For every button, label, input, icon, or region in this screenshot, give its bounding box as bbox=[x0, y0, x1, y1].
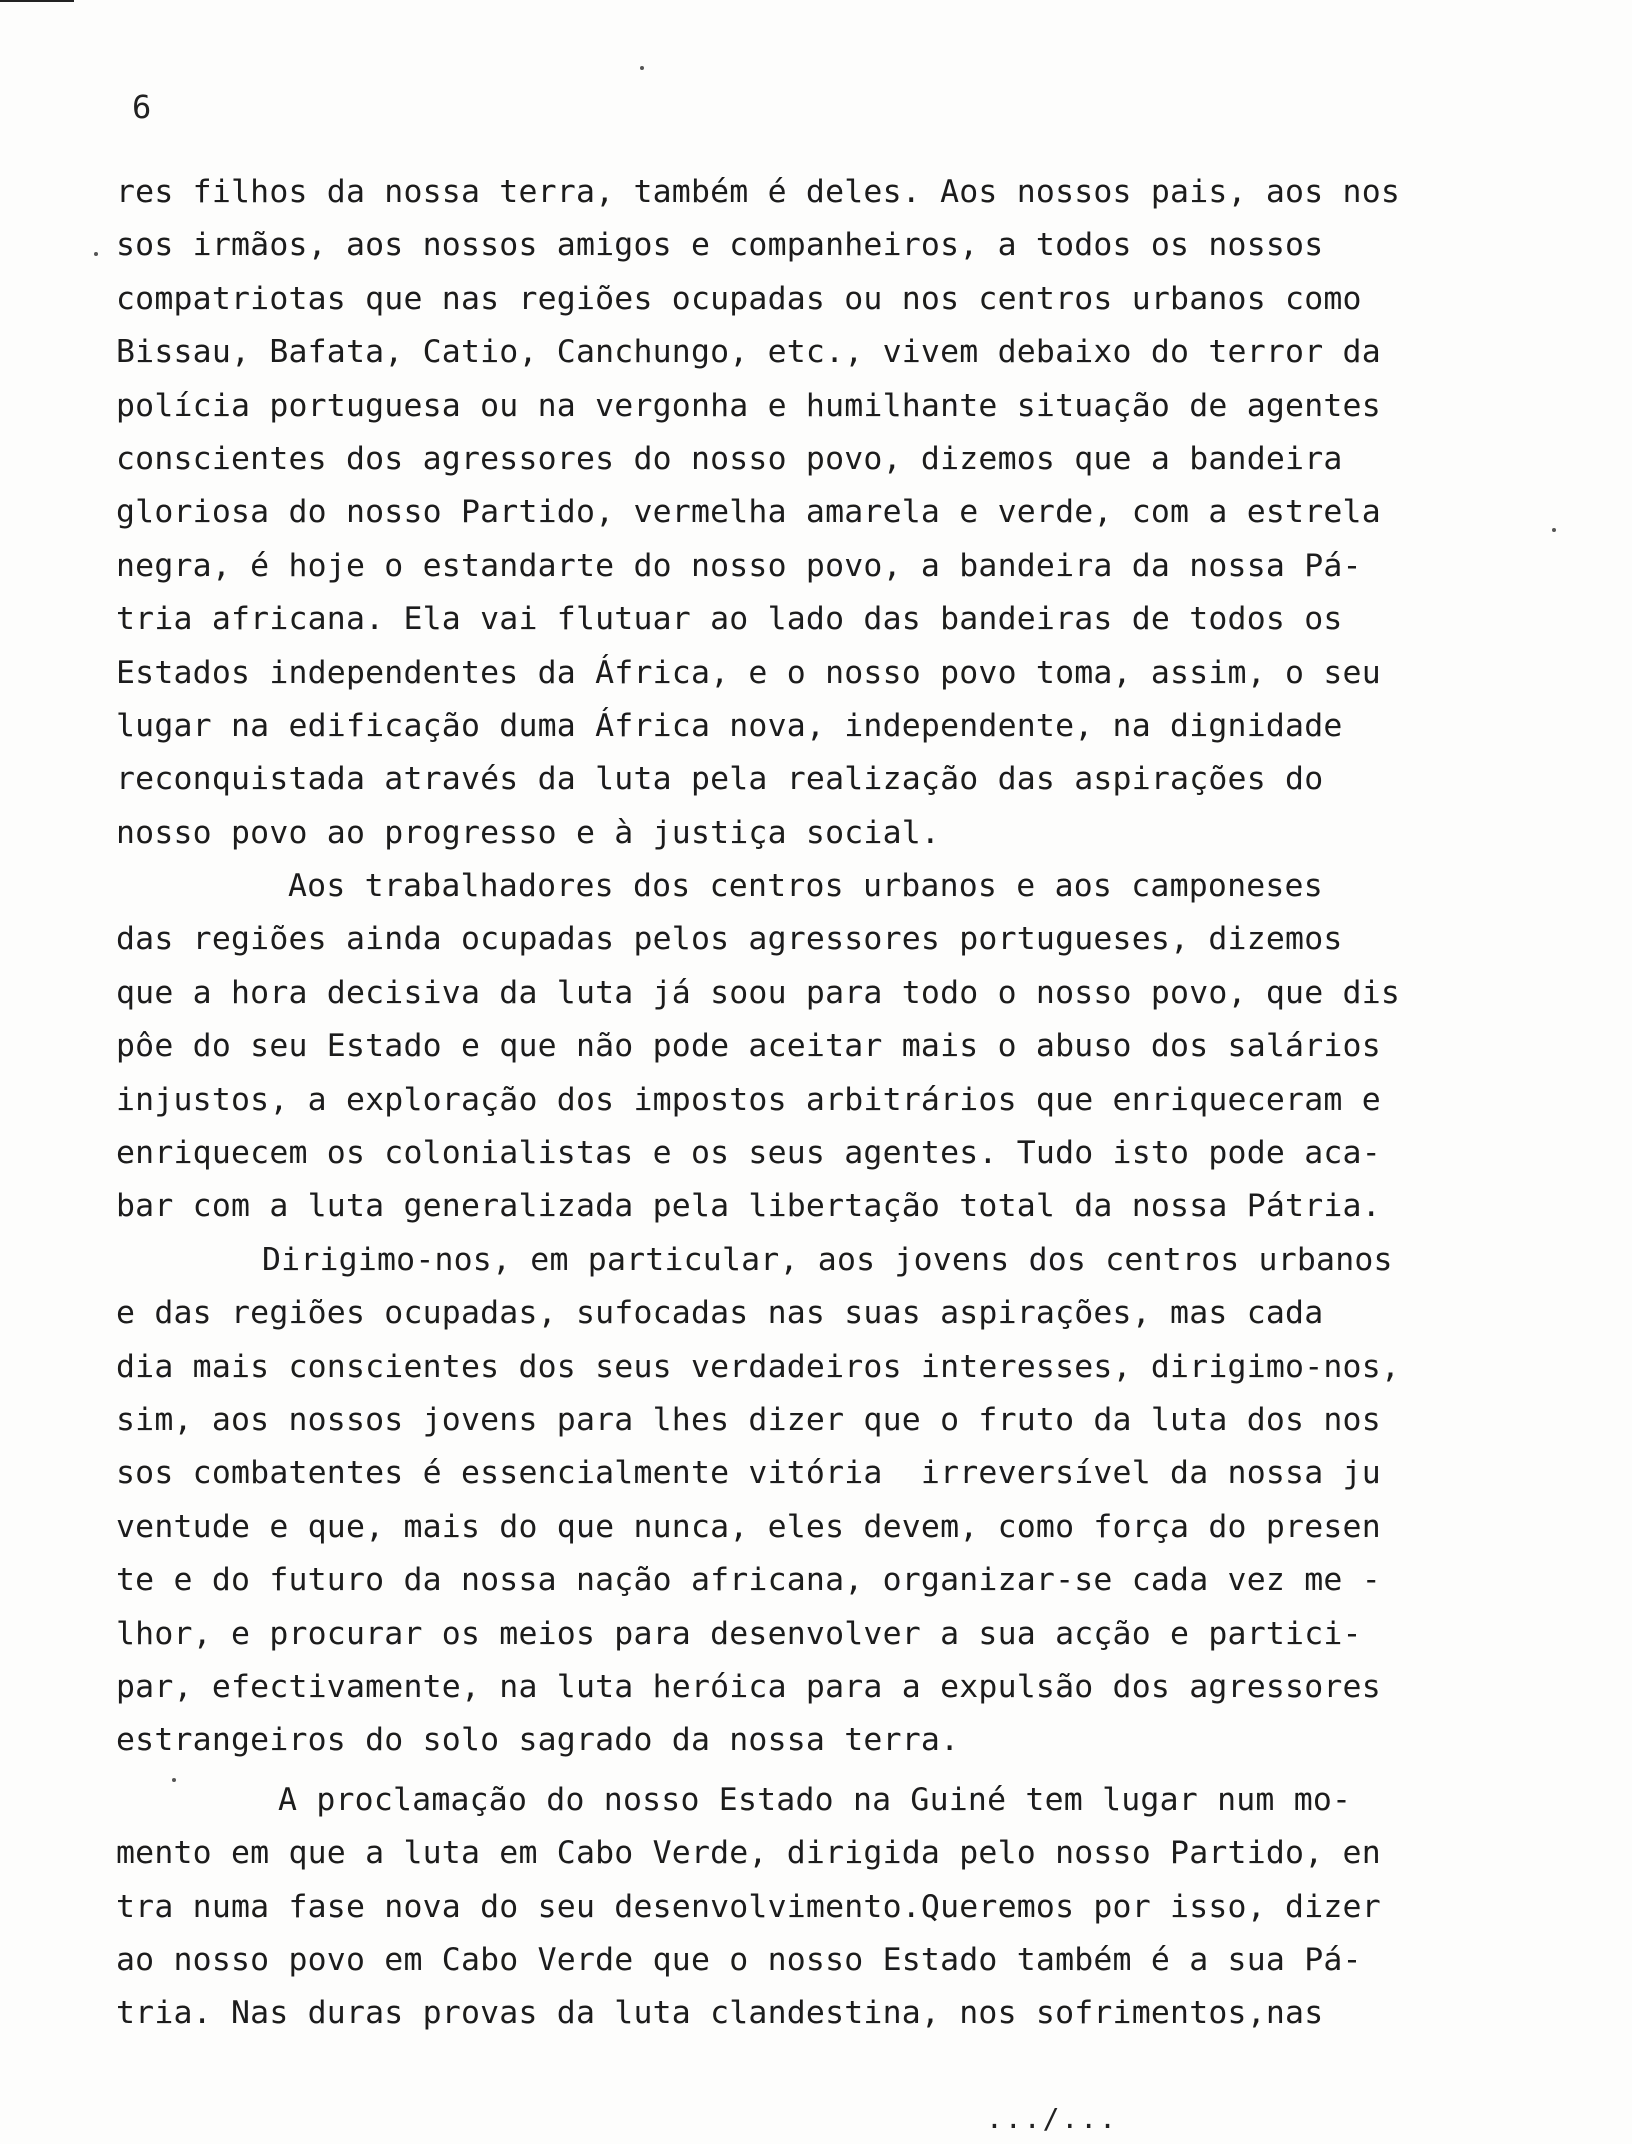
text-line: bar com a luta generalizada pela libertação total da nossa Pátria. bbox=[116, 1188, 1381, 1225]
text-line: gloriosa do nosso Partido, vermelha amarela e verde, com a estrela bbox=[116, 494, 1381, 531]
text-line: ventude e que, mais do que nunca, eles devem, como força do presen bbox=[116, 1508, 1381, 1545]
text-line: tra numa fase nova do seu desenvolvimento.Queremos por isso, dizer bbox=[116, 1888, 1381, 1925]
text-line: Estados independentes da África, e o nosso povo toma, assim, o seu bbox=[116, 654, 1381, 691]
text-line: injustos, a exploração dos impostos arbitrários que enriqueceram e bbox=[116, 1081, 1381, 1118]
scan-speck bbox=[94, 252, 98, 256]
text-line: tria. Nas duras provas da luta clandestina, nos sofrimentos,nas bbox=[116, 1995, 1324, 2032]
text-line: negra, é hoje o estandarte do nosso povo, a bandeira da nossa Pá- bbox=[116, 547, 1362, 584]
text-line: Dirigimo-nos, em particular, aos jovens dos centros urbanos bbox=[262, 1241, 1393, 1278]
text-line: nosso povo ao progresso e à justiça social. bbox=[116, 814, 941, 851]
text-line: ao nosso povo em Cabo Verde que o nosso Estado também é a sua Pá- bbox=[116, 1941, 1362, 1978]
document-body bbox=[116, 166, 1436, 2041]
text-line: reconquistada através da luta pela realização das aspirações do bbox=[116, 761, 1324, 798]
text-line: Aos trabalhadores dos centros urbanos e aos camponeses bbox=[288, 868, 1323, 905]
text-line: sos combatentes é essencialmente vitória irreversível da nossa ju bbox=[116, 1455, 1381, 1492]
text-line: pôe do seu Estado e que não pode aceitar mais o abuso dos salários bbox=[116, 1028, 1381, 1065]
text-line: enriquecem os colonialistas e os seus agentes. Tudo isto pode aca- bbox=[116, 1135, 1381, 1172]
scan-speck bbox=[172, 1778, 176, 1782]
text-line: estrangeiros do solo sagrado da nossa terra. bbox=[116, 1722, 960, 1759]
scan-speck bbox=[640, 66, 644, 70]
text-line: te e do futuro da nossa nação africana, organizar-se cada vez me - bbox=[116, 1562, 1381, 1599]
text-line: das regiões ainda ocupadas pelos agressores portugueses, dizemos bbox=[116, 921, 1343, 958]
scan-edge-mark bbox=[0, 0, 74, 2]
text-line: que a hora decisiva da luta já soou para todo o nosso povo, que dis bbox=[116, 974, 1401, 1011]
text-line: A proclamação do nosso Estado na Guiné tem lugar num mo- bbox=[278, 1781, 1352, 1818]
continuation-marker: .../... bbox=[986, 2102, 1119, 2135]
text-line: mento em que a luta em Cabo Verde, dirigida pelo nosso Partido, en bbox=[116, 1835, 1381, 1872]
scan-speck bbox=[1552, 528, 1556, 532]
text-line: lugar na edificação duma África nova, independente, na dignidade bbox=[116, 707, 1343, 744]
text-line: par, efectivamente, na luta heróica para a expulsão dos agressores bbox=[116, 1668, 1381, 1705]
text-line: Bissau, Bafata, Catio, Canchungo, etc., vivem debaixo do terror da bbox=[116, 334, 1381, 371]
text-line: dia mais conscientes dos seus verdadeiros interesses, dirigimo-nos, bbox=[116, 1348, 1401, 1385]
paragraph-3 bbox=[116, 1234, 1436, 1768]
paragraph-4 bbox=[116, 1774, 1436, 2041]
text-line: e das regiões ocupadas, sufocadas nas suas aspirações, mas cada bbox=[116, 1295, 1324, 1332]
text-line: polícia portuguesa ou na vergonha e humilhante situação de agentes bbox=[116, 387, 1381, 424]
text-line: sos irmãos, aos nossos amigos e companheiros, a todos os nossos bbox=[116, 227, 1324, 264]
text-line: conscientes dos agressores do nosso povo, dizemos que a bandeira bbox=[116, 440, 1343, 477]
text-line: compatriotas que nas regiões ocupadas ou nos centros urbanos como bbox=[116, 280, 1362, 317]
text-line: lhor, e procurar os meios para desenvolver a sua acção e partici- bbox=[116, 1615, 1362, 1652]
text-line: sim, aos nossos jovens para lhes dizer que o fruto da luta dos nos bbox=[116, 1401, 1381, 1438]
text-line: res filhos da nossa terra, também é deles. Aos nossos pais, aos nos bbox=[116, 174, 1401, 210]
paragraph-1 bbox=[116, 166, 1436, 860]
text-line: tria africana. Ela vai flutuar ao lado das bandeiras de todos os bbox=[116, 601, 1343, 638]
paragraph-2 bbox=[116, 860, 1436, 1234]
page-number: 6 bbox=[132, 88, 152, 126]
